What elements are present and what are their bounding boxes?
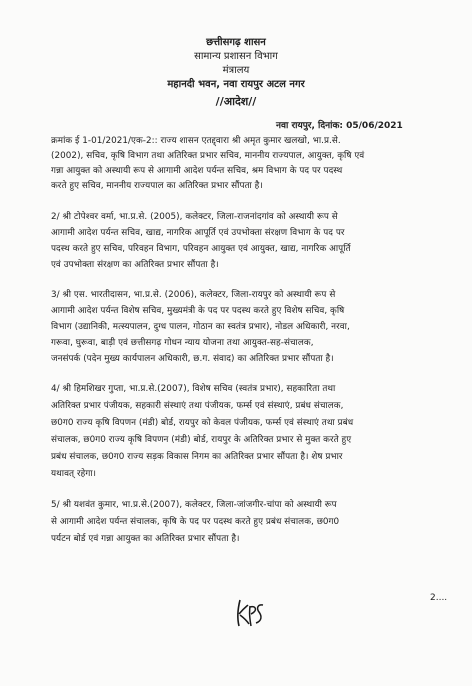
para3-line1: 3/ श्री एस. भारतीदासन, भा.प्र.से. (2006), कलेक्टर, जिला-रायपुर को अस्थायी रूप से xyxy=(51,290,336,300)
para4-line4: संचालक, छ0ग0 राज्य कृषि विपणन (मंडी) बोर्ड, रायपुर के अतिरिक्त प्रभार से मुक्त करते हुए xyxy=(51,435,352,445)
para3-line3: विभाग (उद्यानिकी, मत्स्यपालन, दुग्ध पालन, गोठान का स्वतंत्र प्रभार), नोडल अधिकारी, नरवा, xyxy=(51,322,350,332)
page-continuation-number: 2.... xyxy=(430,593,448,603)
para3-line2: आगामी आदेश पर्यन्त विशेष सचिव, मुख्यमंत्री के पद पर पदस्थ करते हुए विशेष सचिव, कृषि xyxy=(51,306,345,316)
para1-line3: गन्ना आयुक्त को अस्थायी रूप से आगामी आदेश पर्यन्त सचिव, श्रम विभाग के पद पर पदस्थ xyxy=(51,166,343,176)
para1-line1: क्रमांक ई 1-01/2021/एक-2:: राज्य शासन एतद्द्वारा श्री अमृत कुमार खलखो, भा.प्र.से. xyxy=(51,136,341,146)
para4-line5: प्रबंध संचालक, छ0ग0 राज्य सड़क विकास निगम का अतिरिक्त प्रभार सौंपता है। शेष प्रभार xyxy=(51,452,343,462)
order-heading: //आदेश// xyxy=(215,95,257,108)
department-heading: सामान्य प्रशासन विभाग xyxy=(194,51,278,62)
handwritten-signature xyxy=(232,596,266,630)
para2-line4: एवं उपभोक्ता संरक्षण का अतिरिक्त प्रभार सौंपता है। xyxy=(51,260,219,270)
para3-line4: गरूवा, घुरूवा, बाड़ी एवं छत्तीसगढ़ गोधन न्याय योजना तथा आयुक्त-सह-संचालक, xyxy=(51,338,314,348)
para4-line3: छ0ग0 राज्य कृषि विपणन (मंडी) बोर्ड, रायपुर को केवल पंजीयक, फर्म्स एवं संस्थाएं तथा प्रबंध xyxy=(51,418,354,428)
para2-line1: 2/ श्री टोपेश्वर वर्मा, भा.प्र.से. (2005), कलेक्टर, जिला-राजनांदगांव को अस्थायी रूप से xyxy=(51,212,338,222)
order-date: नवा रायपुर, दिनांक: 05/06/2021 xyxy=(276,121,403,131)
para2-line3: पदस्थ करते हुए सचिव, परिवहन विभाग, परिवहन आयुक्त एवं आयुक्त, खाद्य, नागरिक आपूर्ति xyxy=(51,244,351,254)
para4-line6: यथावत् रहेगा। xyxy=(51,469,96,479)
address-heading: महानदी भवन, नवा रायपुर अटल नगर xyxy=(167,79,305,90)
para3-line5: जनसंपर्क (पदेन मुख्य कार्यपालन अधिकारी, छ.ग. संवाद) का अतिरिक्त प्रभार सौंपता है। xyxy=(51,354,334,364)
para5-line3: पर्यटन बोर्ड एवं गन्ना आयुक्त का अतिरिक्त प्रभार सौंपता है। xyxy=(51,534,240,544)
para4-line1: 4/ श्री हिमशिखर गुप्ता, भा.प्र.से.(2007), विशेष सचिव (स्वतंत्र प्रभार), सहकारिता तथा xyxy=(51,384,336,394)
ministry-heading: मंत्रालय xyxy=(222,65,250,76)
para4-line2: अतिरिक्त प्रभार पंजीयक, सहकारी संस्थाएं तथा पंजीयक, फर्म्स एवं संस्थाएं, प्रबंध संचालक, xyxy=(51,401,344,411)
para1-line4: करते हुए सचिव, माननीय राज्यपाल का अतिरिक्त प्रभार सौंपता है। xyxy=(51,181,263,191)
state-heading: छत्तीसगढ़ शासन xyxy=(206,37,266,48)
para2-line2: आगामी आदेश पर्यन्त सचिव, खाद्य, नागरिक आपूर्ति एवं उपभोक्ता संरक्षण विभाग के पद पर xyxy=(51,228,345,238)
para1-line2: (2002), सचिव, कृषि विभाग तथा अतिरिक्त प्रभार सचिव, माननीय राज्यपाल, आयुक्त, कृषि एवं xyxy=(51,151,365,161)
para5-line2: से आगामी आदेश पर्यन्त संचालक, कृषि के पद पर पदस्थ करते हुए प्रबंध संचालक, छ0ग0 xyxy=(51,517,340,527)
para5-line1: 5/ श्री यशवंत कुमार, भा.प्र.से.(2007), कलेक्टर, जिला-जांजगीर-चांपा को अस्थायी रूप xyxy=(51,500,337,510)
